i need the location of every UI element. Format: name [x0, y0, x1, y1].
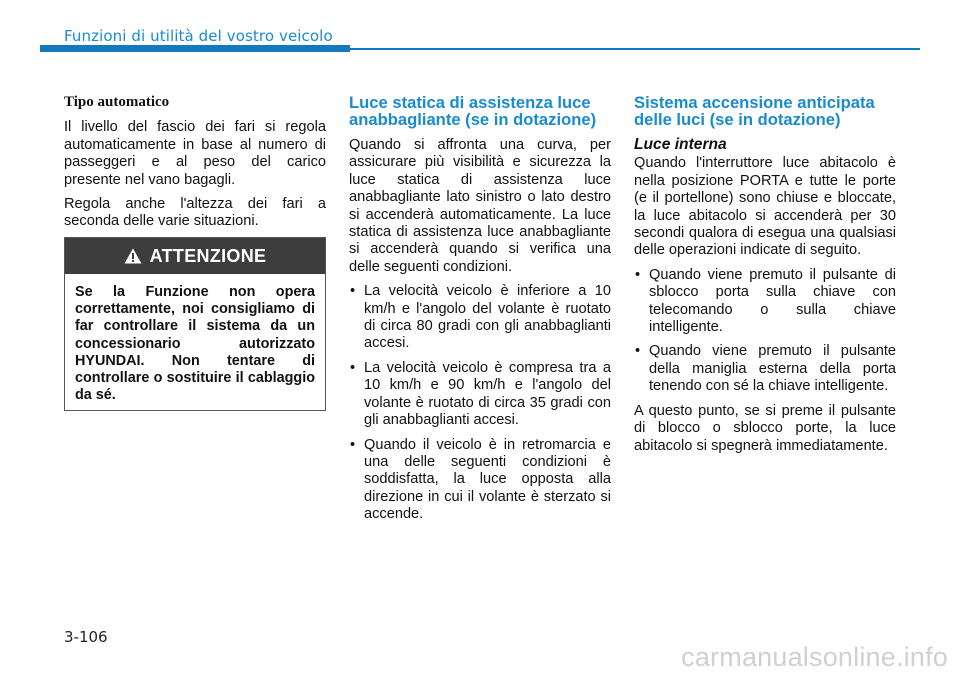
page-number: 3-106	[64, 628, 108, 646]
warning-label: ATTENZIONE	[149, 245, 267, 266]
heading-tipo-automatico: Tipo automatico	[64, 94, 170, 110]
list-item: • La velocità veicolo è compresa tra a 10 km/h e 90 km/h e l'angolo del volante è ruotato di circa 35 gradi con gli anabbaglianti accesi.	[350, 359, 611, 429]
paragraph: Quando l'interruttore luce abitacolo è nella posizione PORTA e tutte le porte (e il portellone) sono chiuse e bloccate, la luce abitacolo si accenderà per 30 secondi qualora di esegua una qualsiasi delle operazioni indicate di seguito.	[634, 155, 896, 259]
heading-accensione-anticipata: Sistema accensione anticipata delle luci (se in dotazione)	[634, 93, 875, 129]
list-item: • Quando viene premuto il pulsante di sblocco porta sulla chiave con telecomando o sulla chiave intelligente.	[635, 266, 896, 336]
bullet-list	[634, 267, 896, 396]
warning-box	[64, 237, 326, 411]
paragraph: Il livello del fascio dei fari si regola automaticamente in base al numero di passeggeri e al peso del carico presente nel vano bagagli.	[64, 119, 326, 188]
column-2	[349, 92, 611, 531]
watermark[interactable]: carmanualsonline.info	[681, 642, 948, 672]
heading-luce-statica: Luce statica di assistenza luce anabbagliante (se in dotazione)	[349, 93, 597, 129]
list-item: • Quando il veicolo è in retromarcia e una delle seguenti condizioni è soddisfatta, la luce opposta alla direzione in cui il volante è sterzato si accende.	[350, 436, 611, 523]
paragraph: A questo punto, se si preme il pulsante di blocco o sblocco porte, la luce abitacolo si spegnerà immediatamente.	[634, 402, 896, 454]
section-title: Funzioni di utilità del vostro veicolo	[64, 27, 333, 45]
subheading-luce-interna: Luce interna	[634, 136, 727, 153]
header-accent-bar	[40, 45, 350, 52]
list-item: • Quando viene premuto il pulsante della maniglia esterna della porta tenendo con sé la chiave intelligente.	[635, 343, 896, 395]
paragraph: Quando si affronta una curva, per assicurare più visibilità e sicurezza la luce statica di assistenza luce anabbagliante lato sinistro o lato destro si accenderà automaticamente. La luce statica di assistenza luce anabbagliante si accenderà quando si verifica una delle seguenti condizioni.	[349, 137, 611, 275]
list-item: • La velocità veicolo è inferiore a 10 km/h e l'angolo del volante è ruotato di circa 80 gradi con gli anabbaglianti accesi.	[350, 283, 611, 352]
warning-text: Se la Funzione non opera correttamente, noi consigliamo di far controllare il sistema da un concessionario autorizzato HYUNDAI. Non tentare di controllare o sostituire il cablaggio da sé.	[75, 284, 315, 404]
warning-header	[65, 238, 325, 274]
bullet-list	[349, 283, 611, 523]
warning-triangle-icon	[124, 248, 142, 264]
column-3	[634, 92, 896, 462]
column-1	[64, 92, 326, 238]
paragraph: Regola anche l'altezza dei fari a seconda delle varie situazioni.	[64, 196, 326, 230]
header-divider	[350, 48, 920, 50]
